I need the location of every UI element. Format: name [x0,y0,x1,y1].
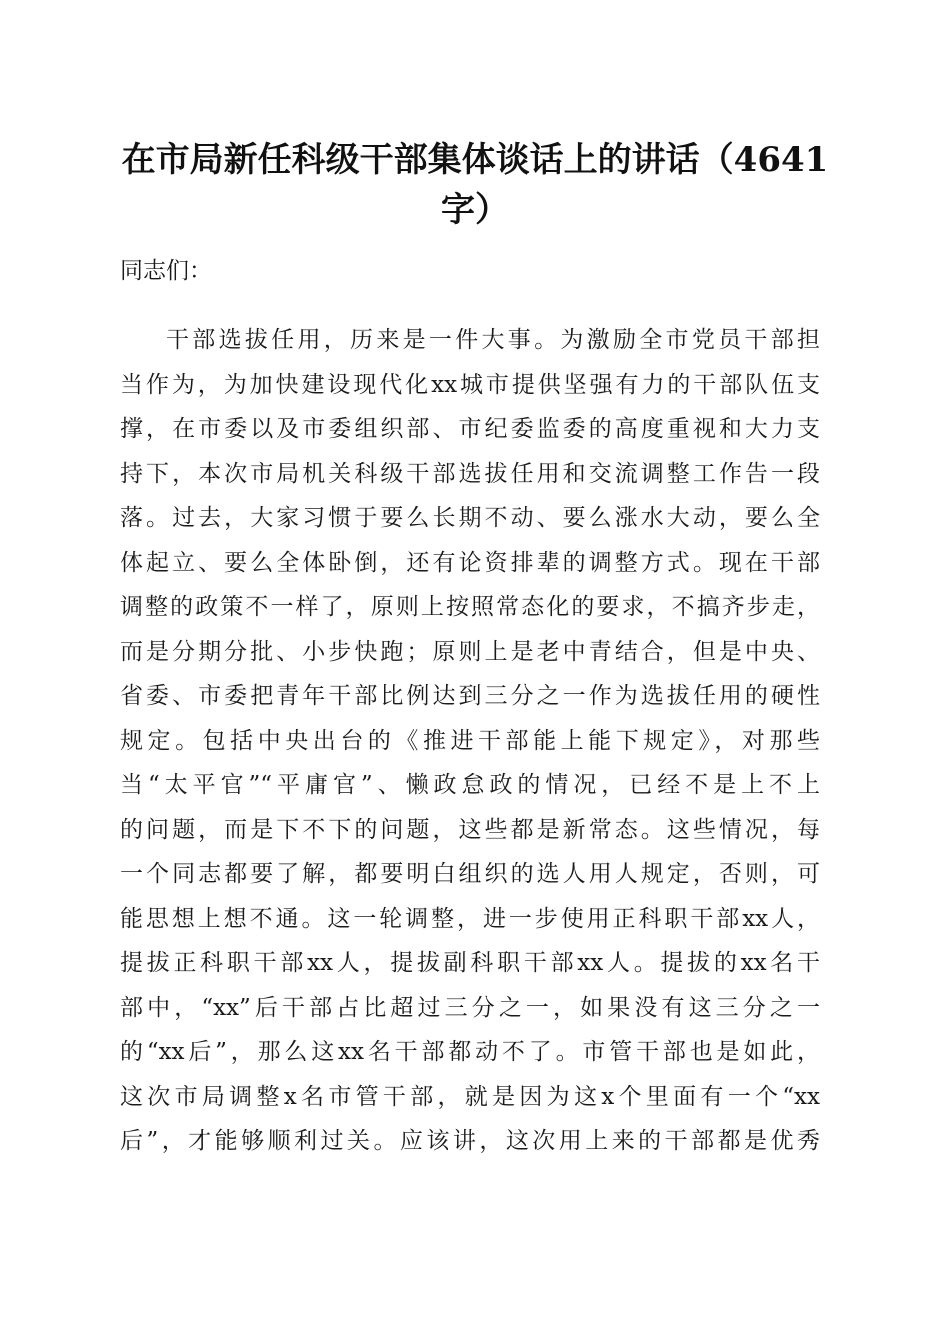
body-line: 当“太平官”“平庸官”、懒政怠政的情况，已经不是上不上 [120,772,820,798]
body-line: 而是分期分批、小步快跑；原则上是老中青结合，但是中央、 [120,638,820,665]
body-line: 后”，才能够顺利过关。应该讲，这次用上来的干部都是优秀 [120,1128,820,1154]
salutation: 同志们： [120,258,212,284]
body-line: 撑，在市委以及市委组织部、市纪委监委的高度重视和大力支 [120,416,820,442]
body-line: 规定。包括中央出台的《推进干部能上能下规定》，对那些 [120,727,820,754]
body-line: 提拔正科职干部xx人，提拔副科职干部xx人。提拔的xx名干 [120,950,820,976]
body-line: 这次市局调整x名市管干部，就是因为这x个里面有一个“xx [120,1083,820,1110]
body-line: 干部选拔任用，历来是一件大事。为激励全市党员干部担 [166,327,820,353]
body-line: 调整的政策不一样了，原则上按照常态化的要求，不搞齐步走， [120,594,820,620]
body-paragraph [120,318,820,1164]
document-title: 在市局新任科级干部集体谈话上的讲话（4641字） [121,140,829,230]
body-line: 落。过去，大家习惯于要么长期不动、要么涨水大动，要么全 [120,505,820,531]
body-line: 的“xx后”，那么这xx名干部都动不了。市管干部也是如此， [120,1039,820,1065]
body-line: 当作为，为加快建设现代化xx城市提供坚强有力的干部队伍支 [120,371,820,398]
body-line: 体起立、要么全体卧倒，还有论资排辈的调整方式。现在干部 [120,549,820,576]
body-line: 能思想上想不通。这一轮调整，进一步使用正科职干部xx人， [120,905,820,932]
body-line: 持下，本次市局机关科级干部选拔任用和交流调整工作告一段 [120,460,820,487]
body-line: 省委、市委把青年干部比例达到三分之一作为选拔任用的硬性 [120,683,820,709]
body-line: 部中，“xx”后干部占比超过三分之一，如果没有这三分之一 [120,994,820,1021]
body-line: 一个同志都要了解，都要明白组织的选人用人规定，否则，可 [120,861,820,887]
body-line: 的问题，而是下不下的问题，这些都是新常态。这些情况，每 [120,816,820,843]
